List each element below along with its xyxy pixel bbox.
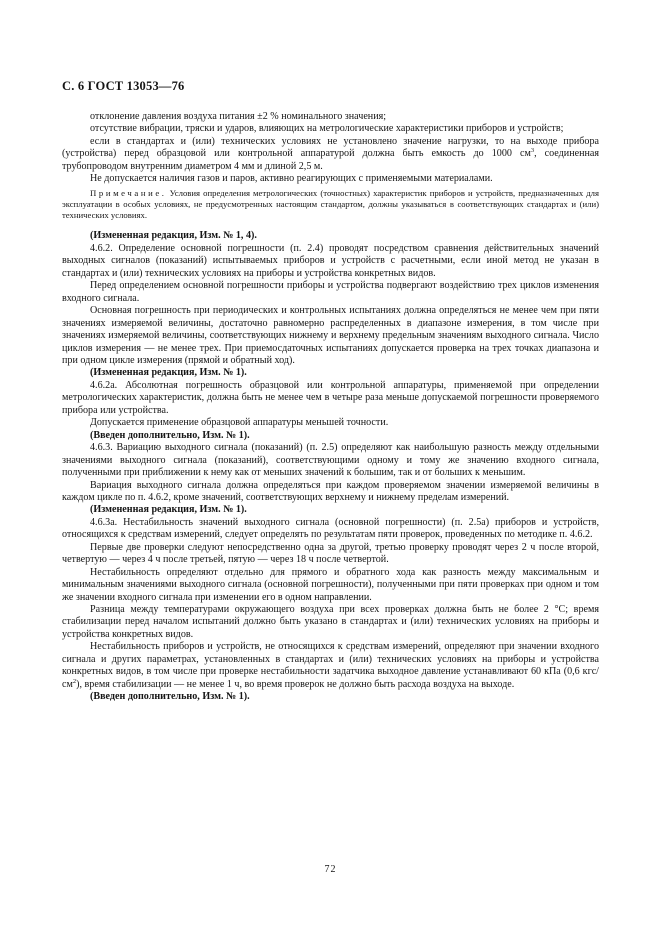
superscript-square: 2 [72, 677, 77, 685]
paragraph-no-gases: Не допускается наличия газов и паров, активно реагирующих с применяемыми материалами. [90, 173, 493, 185]
paragraph-load-capacity [62, 136, 599, 173]
paragraph-lower-accuracy: Допускается применение образцовой аппаратуры меньшей точности. [90, 417, 389, 429]
amendment-note-3: (Введен дополнительно, Изм. № 1). [90, 429, 250, 441]
paragraph-non-measuring [62, 641, 599, 691]
paragraph-three-cycles: Перед определением основной погрешности приборы и устройства подвергают воздействию трех циклов изменения входного сигнала. [62, 280, 599, 304]
paragraph-4-6-3a: 4.6.3а. Нестабильность значений выходного сигнала (основной погрешности) (п. 2.5а) приборов и устройств, относящихся к средствам измерений, следует определять по результатам пяти проверок, проведенных по методике п. 4.6.2. [62, 516, 599, 541]
note-block [62, 188, 599, 221]
paragraph-main-error: Основная погрешность при периодических и контрольных испытаниях должна определяться не менее чем при пяти значениях измеряемой величины, достаточно равномерно распределенных в диапазоне измерения, в том числе при значениях измеряемой величины, соответствующих нижнему и верхнему предельным значениям выходного сигнала. Число циклов измерения — не менее трех. При приемосдаточных испытаниях допускается проверка на трех точках диапазона и при одном цикле измерения (прямой и обратный ход). [62, 305, 599, 366]
load-text-start: если в стандартах и (или) технических условиях не установлено значение нагрузки, то на выходе прибора (устройства) перед образцовой или контрольной аппаратурой должна быть емкость до 1000 см [62, 135, 599, 160]
page-header: С. 6 ГОСТ 13053—76 [62, 79, 185, 93]
nonmeasuring-text-end: ), время стабилизации — не менее 1 ч, во время проверок не должно быть расхода воздуха на выходе. [76, 678, 515, 690]
note-text: Условия определения метрологических (точностных) характеристик приборов и устройств, предназначенных для эксплуатации в особых условиях, не предусмотренных настоящим стандартом, должны указываться в соответствующих стандартах и (или) технических условиях. [62, 187, 599, 220]
load-text-end: , соединенная трубопроводом внутренним диаметром 4 мм и длиной 2,5 м. [62, 148, 600, 172]
paragraph-checks-schedule: Первые две проверки следуют непосредственно одна за другой, третью проверку проводят через 2 ч после второй, четвертую — через 4 ч после третьей, пятую — через 18 ч после четвертой. [62, 541, 599, 566]
paragraph-pressure-deviation: отклонение давления воздуха питания ±2 % номинального значения; [90, 111, 387, 122]
page-number: 72 [324, 864, 337, 875]
paragraph-4-6-2: 4.6.2. Определение основной погрешности (п. 2.4) проводят посредством сравнения действительных значений выходных сигналов (показаний) испытываемых приборов и устройств с расчетными, если иной метод не указан в стандартах и (или) технических условиях на приборы и устройства конкретных видов. [62, 242, 599, 279]
document-body [62, 111, 599, 704]
paragraph-no-vibration: отсутствие вибрации, тряски и ударов, влияющих на метрологические характеристики приборов и устройств; [90, 123, 564, 135]
amendment-note-4: (Измененная редакция, Изм. № 1). [90, 504, 247, 516]
amendment-note-2: (Измененная редакция, Изм. № 1). [90, 367, 247, 379]
paragraph-4-6-2a: 4.6.2а. Абсолютная погрешность образцовой или контрольной аппаратуры, применяемой при определении метрологических характеристик, должна быть не менее чем в четыре раза меньше допускаемой погрешности проверяемого прибора или устройства. [62, 379, 599, 416]
note-lead: Примечание. [90, 187, 167, 198]
paragraph-instability: Нестабильность определяют отдельно для прямого и обратного хода как разность между максимальным и минимальным значениями выходного сигнала (основной погрешности), полученными при пяти проверках при одном и том же значении входного сигнала при изменении его в одном направлении. [62, 566, 599, 603]
paragraph-variation: Вариация выходного сигнала должна определяться при каждом проверяемом значении измеряемой величины в каждом цикле по п. 4.6.2, кроме значений, соответствующих верхнему и нижнему пределам измерений. [62, 479, 599, 503]
paragraph-4-6-3: 4.6.3. Вариацию выходного сигнала (показаний) (п. 2.5) определяют как наибольшую разность между отдельными значениями выходного сигнала (показаний), соответствующими одному и тому же значению входного сигнала, полученными при приближении к нему как от меньших значений к большим, так и от больших к меньшим. [62, 442, 599, 479]
paragraph-temperature: Разница между температурами окружающего воздуха при всех проверках должна быть не более 2 °С; время стабилизации перед началом испытаний должно быть указано в стандартах и (или) технических условиях на приборы и устройства конкретных видов. [62, 604, 599, 640]
amendment-note-1: (Измененная редакция, Изм. № 1, 4). [90, 230, 257, 242]
amendment-note-5: (Введен дополнительно, Изм. № 1). [90, 691, 250, 703]
superscript-cube: 3 [530, 147, 535, 155]
nonmeasuring-text-start: Нестабильность приборов и устройств, не относящихся к средствам измерений, определяют при значении входного сигнала и других параметрах, установленных в стандартах и (или) технических условиях на приборы и устройства конкретных видов, в том числе при проверке нестабильности задатчика выходное давление устанавливают 60 кПа (0,6 кгс/см [62, 641, 599, 690]
